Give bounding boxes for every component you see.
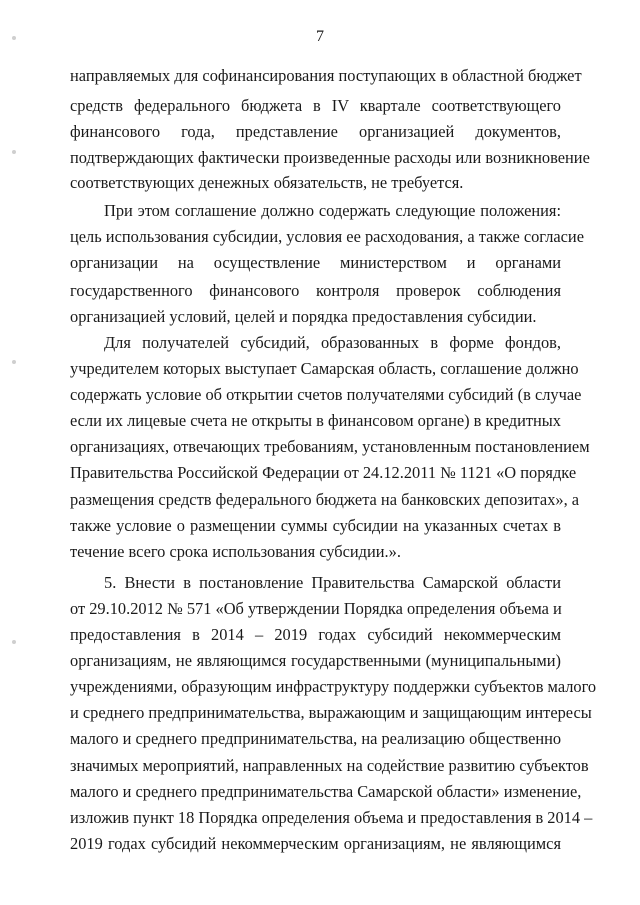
text-line: направляемых для софинансирования поступающих в областной бюджет	[70, 66, 582, 85]
text-line: 2019 годах субсидий некоммерческим организациям, не являющимся	[70, 834, 561, 853]
text-line: соответствующих денежных обязательств, не требуется.	[70, 173, 464, 192]
text-line: 5. Внести в постановление Правительства Самарской области	[104, 573, 561, 592]
text-line: учреждениями, образующим инфраструктуру поддержки субъектов малого	[70, 677, 597, 696]
text-line: организацией условий, целей и порядка предоставления субсидии.	[70, 307, 537, 326]
scan-margin-mark	[12, 640, 16, 644]
text-line: содержать условие об открытии счетов получателями субсидий (в случае	[70, 385, 582, 404]
text-line: малого и среднего предпринимательства Самарской области» изменение,	[70, 782, 582, 801]
text-line: от 29.10.2012 № 571 «Об утверждении Порядка определения объема и	[70, 599, 562, 618]
text-line: организации на осуществление министерством и органами	[70, 253, 561, 272]
text-line: Для получателей субсидий, образованных в форме фондов,	[104, 333, 561, 352]
text-line: учредителем которых выступает Самарская область, соглашение должно	[70, 359, 579, 378]
text-line: цель использования субсидии, условия ее расходования, а также согласие	[70, 227, 584, 246]
text-line: малого и среднего предпринимательства, на реализацию общественно	[70, 729, 562, 748]
text-line: если их лицевые счета не открыты в финансовом органе) в кредитных	[70, 411, 561, 430]
text-line: размещения средств федерального бюджета на банковских депозитах», а	[70, 490, 580, 509]
text-line: течение всего срока использования субсидии.».	[70, 542, 401, 561]
text-line: финансового года, представление организацией документов,	[70, 122, 561, 141]
scan-margin-mark	[12, 360, 16, 364]
page-number: 7	[316, 28, 324, 45]
text-line: средств федерального бюджета в IV квартале соответствующего	[70, 96, 561, 115]
scan-margin-mark	[12, 150, 16, 154]
text-line: государственного финансового контроля проверок соблюдения	[70, 281, 561, 300]
text-line: изложив пункт 18 Порядка определения объема и предоставления в 2014 –	[70, 808, 593, 827]
text-line: и среднего предпринимательства, выражающим и защищающим интересы	[70, 703, 592, 722]
text-line: При этом соглашение должно содержать следующие положения:	[104, 201, 561, 220]
text-line: также условие о размещении суммы субсидии на указанных счетах в	[70, 516, 561, 535]
text-line: значимых мероприятий, направленных на содействие развитию субъектов	[70, 756, 589, 775]
text-line: Правительства Российской Федерации от 24.12.2011 № 1121 «О порядке	[70, 463, 577, 482]
text-line: организациям, не являющимся государственными (муниципальными)	[70, 651, 561, 670]
text-line: организациях, отвечающих требованиям, установленным постановлением	[70, 437, 590, 456]
text-line: подтверждающих фактически произведенные расходы или возникновение	[70, 148, 590, 167]
text-line: предоставления в 2014 – 2019 годах субсидий некоммерческим	[70, 625, 561, 644]
